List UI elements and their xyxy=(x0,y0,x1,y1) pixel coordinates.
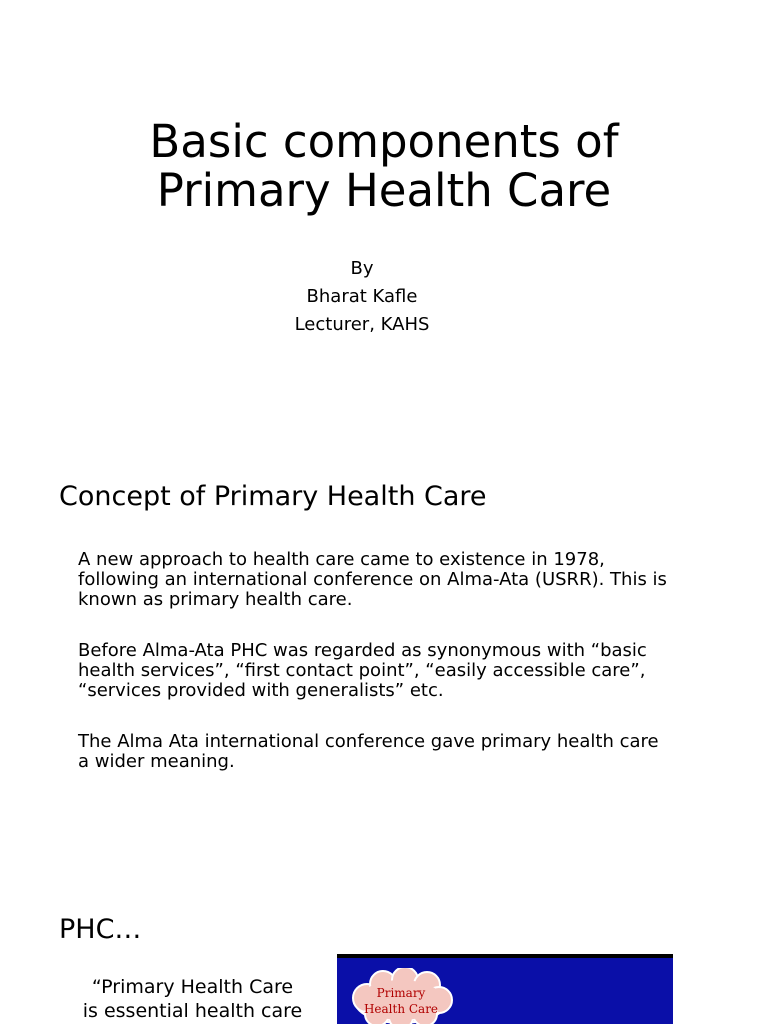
paragraph-line: health services”, “first contact point”, “easily accessible care”, xyxy=(78,660,646,681)
paragraph-line: following an international conference on Alma-Ata (USRR). This is xyxy=(78,569,667,590)
paragraph xyxy=(78,732,728,772)
quote-line: is essential health care xyxy=(82,1000,303,1022)
concept-slide xyxy=(0,430,768,890)
author-role: Lecturer, KAHS xyxy=(294,314,430,335)
paragraph-line: A new approach to health care came to existence in 1978, xyxy=(78,549,605,570)
author-name: Bharat Kafle xyxy=(306,286,418,307)
paragraph xyxy=(78,641,728,701)
paragraph-line: “services provided with generalists” etc. xyxy=(78,680,444,701)
author-byline xyxy=(0,255,724,339)
quote-line: “Primary Health Care xyxy=(91,976,294,998)
paragraph-line: The Alma Ata international conference gave primary health care xyxy=(78,731,659,752)
title-line: Primary Health Care xyxy=(156,164,612,217)
title-line: Basic components of xyxy=(149,115,619,168)
paragraph xyxy=(78,550,728,610)
paragraph-line: Before Alma-Ata PHC was regarded as synonymous with “basic xyxy=(78,640,647,661)
phc-illustration xyxy=(337,954,673,1024)
cloud-label xyxy=(347,985,455,1017)
paragraph-line: known as primary health care. xyxy=(78,589,353,610)
slide-title xyxy=(0,117,768,215)
phc-slide xyxy=(0,890,768,1024)
cloud-label-line: Health Care xyxy=(363,1002,439,1016)
paragraph-line: a wider meaning. xyxy=(78,751,235,772)
cloud-label-line: Primary xyxy=(376,986,426,1000)
slide-heading: PHC… xyxy=(59,914,142,945)
quote-text xyxy=(60,975,325,1023)
byline-by: By xyxy=(350,258,374,279)
slide-heading: Concept of Primary Health Care xyxy=(59,481,487,512)
title-slide xyxy=(0,0,768,430)
